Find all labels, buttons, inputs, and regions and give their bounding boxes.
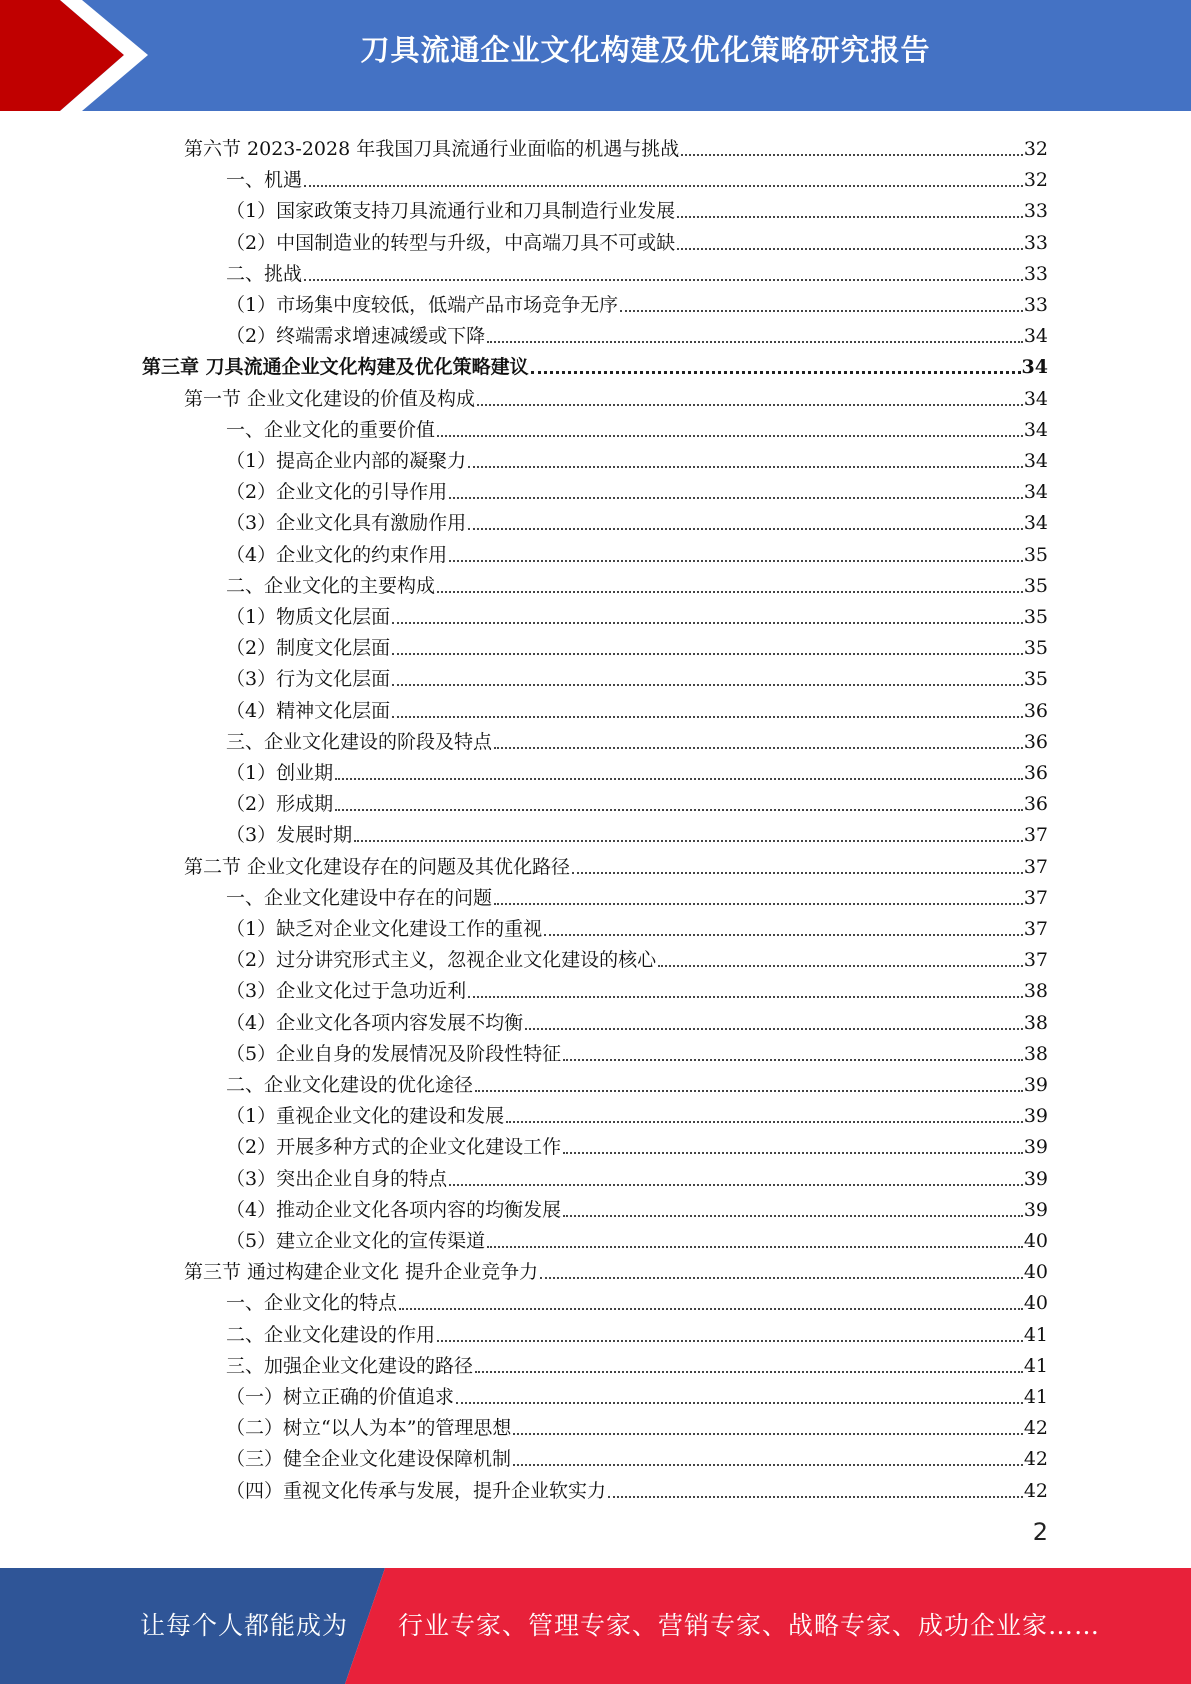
toc-entry-label: （5）企业自身的发展情况及阶段性特征 bbox=[226, 1042, 562, 1065]
toc-dot-leader bbox=[487, 1246, 1023, 1248]
toc-entry-page: 37 bbox=[1023, 918, 1048, 940]
toc-entry[interactable] bbox=[226, 1439, 1048, 1470]
toc-entry-label: 二、企业文化的主要构成 bbox=[226, 574, 436, 597]
toc-entry-page: 34 bbox=[1023, 387, 1048, 410]
toc-entry-page: 36 bbox=[1023, 730, 1048, 753]
toc-dot-leader bbox=[399, 1308, 1023, 1310]
toc-entry-page: 34 bbox=[1023, 418, 1048, 441]
toc-entry[interactable] bbox=[226, 223, 1048, 254]
toc-dot-leader bbox=[392, 684, 1023, 686]
toc-entry[interactable] bbox=[226, 815, 1048, 846]
toc-dot-leader bbox=[475, 1371, 1023, 1373]
toc-entry[interactable] bbox=[184, 847, 1048, 878]
toc-entry-label: （3）突出企业自身的特点 bbox=[226, 1167, 448, 1190]
toc-entry[interactable] bbox=[226, 316, 1048, 347]
header-red-arrow bbox=[0, 0, 124, 111]
toc-entry[interactable] bbox=[226, 1408, 1048, 1439]
toc-entry[interactable] bbox=[226, 691, 1048, 722]
toc-dot-leader bbox=[531, 371, 1021, 374]
toc-entry[interactable] bbox=[226, 1221, 1048, 1252]
toc-entry-label: （3）企业文化具有激励作用 bbox=[226, 512, 467, 535]
toc-entry[interactable] bbox=[184, 379, 1048, 410]
toc-entry-page: 39 bbox=[1023, 1074, 1048, 1096]
toc-entry-label: （5）建立企业文化的宣传渠道 bbox=[226, 1230, 486, 1252]
toc-entry-label: （1）缺乏对企业文化建设工作的重视 bbox=[226, 918, 543, 940]
toc-entry[interactable] bbox=[226, 597, 1048, 628]
toc-dot-leader bbox=[572, 872, 1023, 874]
toc-dot-leader bbox=[437, 591, 1023, 593]
toc-entry-page: 32 bbox=[1023, 138, 1048, 160]
toc-entry[interactable] bbox=[142, 347, 1048, 378]
toc-entry[interactable] bbox=[226, 1377, 1048, 1408]
toc-entry[interactable] bbox=[226, 1127, 1048, 1158]
toc-entry-page: 35 bbox=[1023, 574, 1048, 597]
toc-dot-leader bbox=[677, 248, 1023, 250]
toc-dot-leader bbox=[620, 310, 1023, 312]
toc-entry[interactable] bbox=[226, 909, 1048, 940]
toc-dot-leader bbox=[681, 154, 1023, 156]
toc-entry[interactable] bbox=[226, 285, 1048, 316]
toc-entry-label: （1）创业期 bbox=[226, 762, 334, 784]
toc-entry[interactable] bbox=[226, 784, 1048, 815]
toc-entry-page: 35 bbox=[1023, 668, 1048, 691]
toc-entry-label: （二）树立“以人为本”的管理思想 bbox=[226, 1417, 512, 1440]
toc-entry-label: （1）物质文化层面 bbox=[226, 606, 391, 628]
toc-entry-label: （四）重视文化传承与发展，提升企业软实力 bbox=[226, 1479, 607, 1502]
toc-entry-page: 41 bbox=[1023, 1386, 1048, 1408]
toc-entry-page: 37 bbox=[1023, 886, 1048, 909]
toc-entry-page: 34 bbox=[1023, 325, 1048, 348]
toc-entry-page: 33 bbox=[1023, 231, 1048, 254]
toc-entry-page: 34 bbox=[1023, 450, 1048, 472]
toc-dot-leader bbox=[525, 1028, 1023, 1030]
toc-entry-page: 37 bbox=[1023, 824, 1048, 847]
toc-entry-page: 33 bbox=[1023, 262, 1048, 285]
toc-dot-leader bbox=[468, 466, 1023, 468]
toc-dot-leader bbox=[335, 809, 1023, 811]
toc-entry-page: 38 bbox=[1023, 1011, 1048, 1034]
toc-dot-leader bbox=[658, 965, 1023, 967]
toc-dot-leader bbox=[449, 497, 1023, 499]
toc-entry-page: 38 bbox=[1023, 1042, 1048, 1065]
toc-entry[interactable] bbox=[226, 503, 1048, 534]
toc-dot-leader bbox=[475, 1090, 1023, 1092]
toc-entry-label: （一）树立正确的价值追求 bbox=[226, 1386, 455, 1408]
toc-entry[interactable] bbox=[226, 1065, 1048, 1096]
toc-entry[interactable] bbox=[226, 254, 1048, 285]
toc-entry-label: 二、企业文化建设的作用 bbox=[226, 1323, 436, 1346]
toc-entry[interactable] bbox=[226, 971, 1048, 1002]
toc-entry-label: （4）精神文化层面 bbox=[226, 699, 391, 722]
toc-entry-label: （4）企业文化各项内容发展不均衡 bbox=[226, 1011, 524, 1034]
toc-dot-leader bbox=[392, 653, 1023, 655]
toc-dot-leader bbox=[468, 528, 1023, 530]
toc-entry-label: （2）企业文化的引导作用 bbox=[226, 481, 448, 504]
toc-entry-label: （2）终端需求增速减缓或下降 bbox=[226, 325, 486, 348]
toc-entry[interactable] bbox=[226, 1315, 1048, 1346]
toc-dot-leader bbox=[563, 1152, 1023, 1154]
toc-entry-page: 34 bbox=[1021, 356, 1048, 379]
toc-entry-label: 第三章 刀具流通企业文化构建及优化策略建议 bbox=[142, 356, 529, 379]
toc-entry-label: 三、企业文化建设的阶段及特点 bbox=[226, 730, 493, 753]
toc-entry-page: 36 bbox=[1023, 793, 1048, 816]
toc-entry-page: 40 bbox=[1023, 1292, 1048, 1315]
toc-entry[interactable] bbox=[226, 1471, 1048, 1502]
toc-dot-leader bbox=[437, 1340, 1023, 1342]
toc-entry[interactable] bbox=[226, 1096, 1048, 1127]
toc-entry-page: 33 bbox=[1023, 200, 1048, 223]
toc-entry-label: （2）开展多种方式的企业文化建设工作 bbox=[226, 1136, 562, 1159]
toc-entry-label: （2）过分讲究形式主义，忽视企业文化建设的核心 bbox=[226, 949, 657, 972]
toc-entry-page: 41 bbox=[1023, 1354, 1048, 1377]
toc-dot-leader bbox=[494, 903, 1023, 905]
toc-entry[interactable] bbox=[226, 878, 1048, 909]
toc-entry[interactable] bbox=[226, 628, 1048, 659]
toc-entry[interactable] bbox=[226, 659, 1048, 690]
toc-dot-leader bbox=[449, 560, 1023, 562]
toc-entry-page: 39 bbox=[1023, 1167, 1048, 1190]
toc-entry-label: （3）企业文化过于急功近利 bbox=[226, 980, 467, 1003]
footer-slogan-right: 行业专家、管理专家、营销专家、战略专家、成功企业家…… bbox=[398, 1611, 1101, 1640]
toc-dot-leader bbox=[392, 622, 1023, 624]
toc-dot-leader bbox=[437, 435, 1023, 437]
toc-dot-leader bbox=[477, 404, 1023, 406]
toc-entry-label: （1）重视企业文化的建设和发展 bbox=[226, 1105, 505, 1128]
toc-entry[interactable] bbox=[226, 1346, 1048, 1377]
toc-entry-page: 42 bbox=[1023, 1417, 1048, 1440]
page-number: 2 bbox=[1032, 1518, 1048, 1546]
toc-dot-leader bbox=[608, 1496, 1023, 1498]
toc-entry[interactable] bbox=[226, 1003, 1048, 1034]
toc-entry[interactable] bbox=[226, 1190, 1048, 1221]
toc-entry-page: 42 bbox=[1023, 1448, 1048, 1471]
toc-dot-leader bbox=[456, 1402, 1023, 1404]
toc-entry-label: （3）发展时期 bbox=[226, 824, 353, 847]
toc-dot-leader bbox=[544, 934, 1023, 936]
toc-entry[interactable] bbox=[226, 566, 1048, 597]
toc-dot-leader bbox=[513, 1464, 1023, 1466]
toc-entry-label: 第六节 2023-2028 年我国刀具流通行业面临的机遇与挑战 bbox=[184, 138, 680, 160]
toc-entry-label: 第二节 企业文化建设存在的问题及其优化路径 bbox=[184, 855, 571, 878]
toc-dot-leader bbox=[304, 185, 1023, 187]
toc-dot-leader bbox=[354, 840, 1023, 842]
toc-dot-leader bbox=[487, 341, 1023, 343]
toc-entry[interactable] bbox=[226, 753, 1048, 784]
toc-entry-page: 36 bbox=[1023, 699, 1048, 722]
toc-entry[interactable] bbox=[226, 535, 1048, 566]
toc-entry-page: 32 bbox=[1023, 169, 1048, 192]
toc-entry[interactable] bbox=[226, 1283, 1048, 1314]
toc-entry-label: （1）国家政策支持刀具流通行业和刀具制造行业发展 bbox=[226, 200, 676, 223]
page-header bbox=[0, 0, 1191, 111]
toc-entry-page: 37 bbox=[1023, 855, 1048, 878]
toc-entry-page: 40 bbox=[1023, 1230, 1048, 1252]
toc-entry[interactable] bbox=[226, 472, 1048, 503]
toc-entry-page: 35 bbox=[1023, 606, 1048, 628]
toc-entry-page: 36 bbox=[1023, 762, 1048, 784]
toc-entry-page: 42 bbox=[1023, 1479, 1048, 1502]
page-footer bbox=[0, 1568, 1191, 1684]
toc-entry-page: 39 bbox=[1023, 1105, 1048, 1128]
toc-entry-label: 第一节 企业文化建设的价值及构成 bbox=[184, 387, 476, 410]
toc-entry-label: （1）提高企业内部的凝聚力 bbox=[226, 450, 467, 472]
toc-entry[interactable] bbox=[226, 722, 1048, 753]
toc-entry-label: 三、加强企业文化建设的路径 bbox=[226, 1354, 474, 1377]
toc-entry-label: 第三节 通过构建企业文化 提升企业竞争力 bbox=[184, 1261, 539, 1284]
toc-entry-label: （2）制度文化层面 bbox=[226, 637, 391, 660]
toc-entry-page: 41 bbox=[1023, 1323, 1048, 1346]
toc-entry-page: 39 bbox=[1023, 1198, 1048, 1221]
toc-entry-label: （4）推动企业文化各项内容的均衡发展 bbox=[226, 1198, 562, 1221]
toc-entry[interactable] bbox=[226, 410, 1048, 441]
toc-entry-page: 33 bbox=[1023, 294, 1048, 316]
toc-dot-leader bbox=[335, 778, 1023, 780]
toc-entry-label: 一、机遇 bbox=[226, 169, 303, 192]
toc-entry-label: 一、企业文化的特点 bbox=[226, 1292, 398, 1315]
toc-entry-page: 38 bbox=[1023, 980, 1048, 1003]
toc-dot-leader bbox=[304, 279, 1023, 281]
toc-entry[interactable] bbox=[226, 940, 1048, 971]
toc-dot-leader bbox=[563, 1059, 1023, 1061]
toc-entry-page: 34 bbox=[1023, 512, 1048, 535]
toc-dot-leader bbox=[513, 1433, 1022, 1435]
toc-dot-leader bbox=[677, 216, 1023, 218]
toc-entry-label: （三）健全企业文化建设保障机制 bbox=[226, 1448, 512, 1471]
toc-entry[interactable] bbox=[226, 160, 1048, 191]
document-title: 刀具流通企业文化构建及优化策略研究报告 bbox=[360, 33, 931, 67]
toc-entry[interactable] bbox=[226, 1159, 1048, 1190]
toc-entry[interactable] bbox=[226, 191, 1048, 222]
toc-entry-label: 一、企业文化建设中存在的问题 bbox=[226, 886, 493, 909]
toc-entry-label: 一、企业文化的重要价值 bbox=[226, 418, 436, 441]
toc-entry[interactable] bbox=[226, 1034, 1048, 1065]
toc-dot-leader bbox=[494, 747, 1023, 749]
toc-entry[interactable] bbox=[184, 1252, 1048, 1283]
toc-entry-page: 37 bbox=[1023, 949, 1048, 972]
footer-slogan-left: 让每个人都能成为 bbox=[140, 1611, 349, 1640]
toc-entry-page: 35 bbox=[1023, 543, 1048, 566]
toc-dot-leader bbox=[449, 1184, 1023, 1186]
toc-dot-leader bbox=[506, 1121, 1023, 1123]
toc-dot-leader bbox=[392, 716, 1023, 718]
toc-entry-label: （3）行为文化层面 bbox=[226, 668, 391, 691]
toc-entry-label: （2）形成期 bbox=[226, 793, 334, 816]
toc-dot-leader bbox=[468, 996, 1023, 998]
toc-entry-page: 40 bbox=[1023, 1261, 1048, 1284]
toc-entry-label: 二、挑战 bbox=[226, 262, 303, 285]
toc-entry-page: 39 bbox=[1023, 1136, 1048, 1159]
toc-dot-leader bbox=[540, 1277, 1023, 1279]
toc-entry-label: （1）市场集中度较低，低端产品市场竞争无序 bbox=[226, 294, 619, 316]
toc-dot-leader bbox=[563, 1215, 1023, 1217]
toc-entry-label: （4）企业文化的约束作用 bbox=[226, 543, 448, 566]
toc-entry-label: 二、企业文化建设的优化途径 bbox=[226, 1074, 474, 1096]
toc-entry[interactable] bbox=[184, 129, 1048, 160]
toc-entry-label: （2）中国制造业的转型与升级，中高端刀具不可或缺 bbox=[226, 231, 676, 254]
toc-entry[interactable] bbox=[226, 441, 1048, 472]
toc-entry-page: 35 bbox=[1023, 637, 1048, 660]
toc-entry-page: 34 bbox=[1023, 481, 1048, 504]
